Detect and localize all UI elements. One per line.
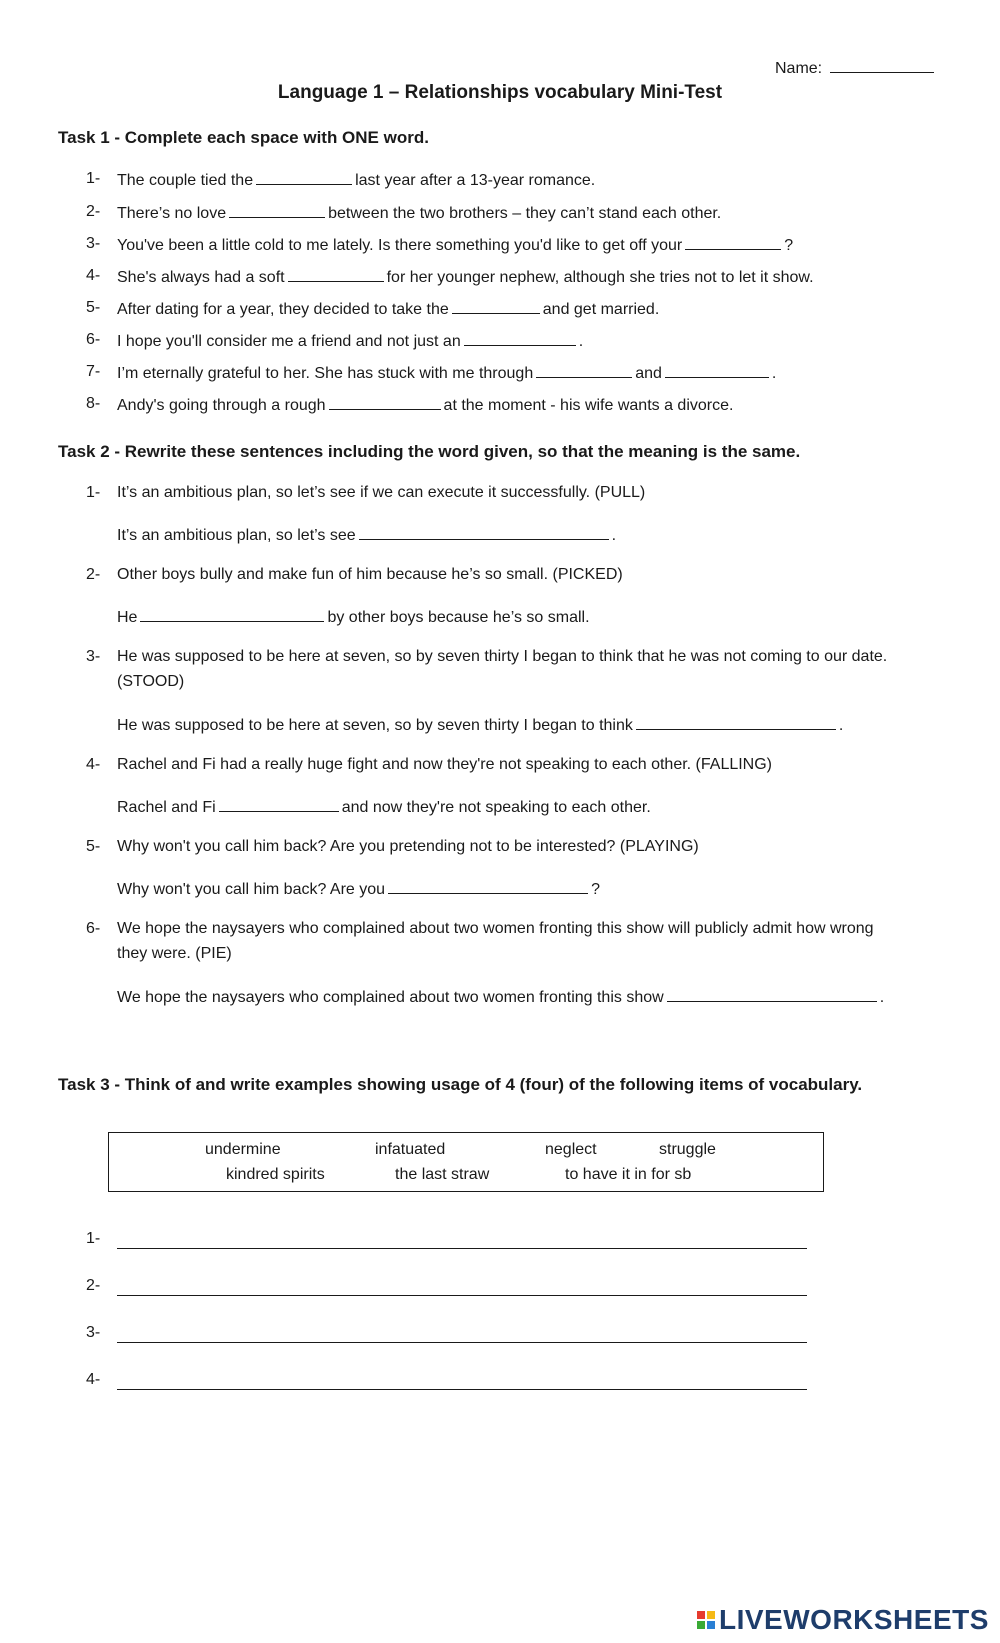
task1-item-number: 1- [86, 170, 101, 187]
page-title: Language 1 – Relationships vocabulary Mini-Test [277, 82, 723, 103]
rewrite-text: by other boys because he’s so small. [327, 609, 590, 626]
task1-text: and [635, 365, 662, 382]
task2-item-number: 5- [86, 838, 101, 855]
task1-item-number: 2- [86, 203, 101, 220]
task1-text: . [578, 333, 584, 350]
rewrite-text: It’s an ambitious plan, so let’s see [117, 527, 356, 544]
task1-text: After dating for a year, they decided to take the [117, 301, 449, 318]
task2-item-number: 2- [86, 566, 101, 583]
answer-blank[interactable] [636, 715, 836, 730]
task1-text: . [771, 365, 777, 382]
task1-text: ? [784, 237, 794, 254]
logo-square [697, 1621, 705, 1629]
task1-item [117, 170, 595, 190]
example-answer-line[interactable] [117, 1247, 807, 1249]
task2-rewrite [117, 607, 590, 627]
task2-rewrite [117, 525, 616, 545]
answer-blank[interactable] [536, 363, 632, 378]
task1-item [117, 299, 659, 319]
vocab-item: neglect [545, 1141, 597, 1158]
task1-item-number: 8- [86, 395, 101, 412]
task2-prompt-keyword: (STOOD) [117, 673, 185, 690]
rewrite-text: Why won't you call him back? Are you [117, 881, 386, 898]
answer-blank[interactable] [685, 235, 781, 250]
logo-mark-icon [697, 1611, 715, 1629]
answer-blank[interactable] [464, 331, 576, 346]
vocabulary-box [108, 1132, 824, 1192]
task2-item-number: 1- [86, 484, 101, 501]
example-answer-line[interactable] [117, 1388, 807, 1390]
example-number: 2- [86, 1277, 101, 1294]
logo-square [707, 1611, 715, 1619]
rewrite-text: He was supposed to be here at seven, so by seven thirty I began to think [117, 717, 633, 734]
example-number: 3- [86, 1324, 101, 1341]
task1-text: last year after a 13-year romance. [355, 172, 596, 189]
vocab-item: kindred spirits [226, 1166, 325, 1183]
example-answer-line[interactable] [117, 1294, 807, 1296]
example-number: 4- [86, 1371, 101, 1388]
liveworksheets-logo [697, 1604, 989, 1636]
task2-prompt-keyword: they were. (PIE) [117, 945, 232, 962]
answer-blank[interactable] [256, 170, 352, 185]
task1-item [117, 395, 733, 415]
example-number: 1- [86, 1230, 101, 1247]
task2-rewrite [117, 987, 884, 1007]
task2-prompt: Why won't you call him back? Are you pretending not to be interested? (PLAYING) [117, 838, 699, 855]
answer-blank[interactable] [667, 987, 877, 1002]
rewrite-text: Rachel and Fi [117, 799, 216, 816]
task1-item [117, 203, 721, 223]
vocab-item: to have it in for sb [565, 1166, 692, 1183]
answer-blank[interactable] [140, 607, 324, 622]
rewrite-text: and now they're not speaking to each other. [341, 799, 651, 816]
task1-text: at the moment - his wife wants a divorce. [443, 397, 734, 414]
task2-prompt: He was supposed to be here at seven, so by seven thirty I began to think that he was not coming to our date. [117, 648, 888, 665]
name-label: Name: [775, 60, 823, 77]
vocab-item: struggle [659, 1141, 716, 1158]
task1-item-number: 5- [86, 299, 101, 316]
answer-blank[interactable] [229, 203, 325, 218]
task1-text: Andy's going through a rough [117, 397, 326, 414]
rewrite-text: . [838, 717, 844, 734]
task2-rewrite [117, 797, 651, 817]
name-blank[interactable] [830, 58, 934, 73]
task1-text: You've been a little cold to me lately. Is there something you'd like to get off your [117, 237, 683, 254]
example-answer-line[interactable] [117, 1341, 807, 1343]
rewrite-text: We hope the naysayers who complained about two women fronting this show [117, 989, 664, 1006]
task1-item [117, 331, 583, 351]
task1-heading: Task 1 - Complete each space with ONE word. [58, 128, 429, 147]
task2-prompt: Other boys bully and make fun of him because he’s so small. (PICKED) [117, 566, 623, 583]
task1-item-number: 4- [86, 267, 101, 284]
task2-item-number: 3- [86, 648, 101, 665]
task2-item-number: 6- [86, 920, 101, 937]
task1-text: There’s no love [117, 205, 227, 222]
task1-item-number: 6- [86, 331, 101, 348]
rewrite-text: . [611, 527, 617, 544]
name-field[interactable] [775, 58, 937, 78]
logo-square [707, 1621, 715, 1629]
answer-blank[interactable] [388, 879, 588, 894]
answer-blank[interactable] [329, 395, 441, 410]
rewrite-text: ? [591, 881, 600, 898]
vocab-item: the last straw [395, 1166, 490, 1183]
task2-item-number: 4- [86, 756, 101, 773]
task1-item-number: 7- [86, 363, 101, 380]
rewrite-text: . [879, 989, 885, 1006]
task1-item-number: 3- [86, 235, 101, 252]
vocab-item: infatuated [375, 1141, 446, 1158]
task2-rewrite [117, 715, 843, 735]
task1-item [117, 235, 793, 255]
task1-text: The couple tied the [117, 172, 254, 189]
logo-text: LIVEWORKSHEETS [719, 1604, 989, 1635]
task1-text: for her younger nephew, although she tries not to let it show. [386, 269, 814, 286]
task1-text: I’m eternally grateful to her. She has stuck with me through [117, 365, 534, 382]
task1-text: and get married. [542, 301, 660, 318]
task1-text: She's always had a soft [117, 269, 285, 286]
answer-blank[interactable] [665, 363, 769, 378]
task2-rewrite [117, 879, 600, 899]
task1-text: between the two brothers – they can’t stand each other. [328, 205, 722, 222]
answer-blank[interactable] [359, 525, 609, 540]
answer-blank[interactable] [288, 267, 384, 282]
rewrite-text: He [117, 609, 138, 626]
task2-prompt: It’s an ambitious plan, so let’s see if we can execute it successfully. (PULL) [117, 484, 646, 501]
task1-item [117, 267, 814, 287]
task1-text: I hope you'll consider me a friend and not just an [117, 333, 461, 350]
task2-prompt: Rachel and Fi had a really huge fight and now they're not speaking to each other. (FALLING) [117, 756, 773, 773]
task1-item [117, 363, 776, 383]
logo-square [697, 1611, 705, 1619]
task3-heading: Task 3 - Think of and write examples showing usage of 4 (four) of the following items of vocabulary. [58, 1075, 863, 1094]
answer-blank[interactable] [219, 797, 339, 812]
task2-heading: Task 2 - Rewrite these sentences including the word given, so that the meaning is the same. [58, 442, 801, 461]
answer-blank[interactable] [452, 299, 540, 314]
vocab-item: undermine [205, 1141, 281, 1158]
task2-prompt: We hope the naysayers who complained about two women fronting this show will publicly admit how wrong [117, 920, 874, 937]
